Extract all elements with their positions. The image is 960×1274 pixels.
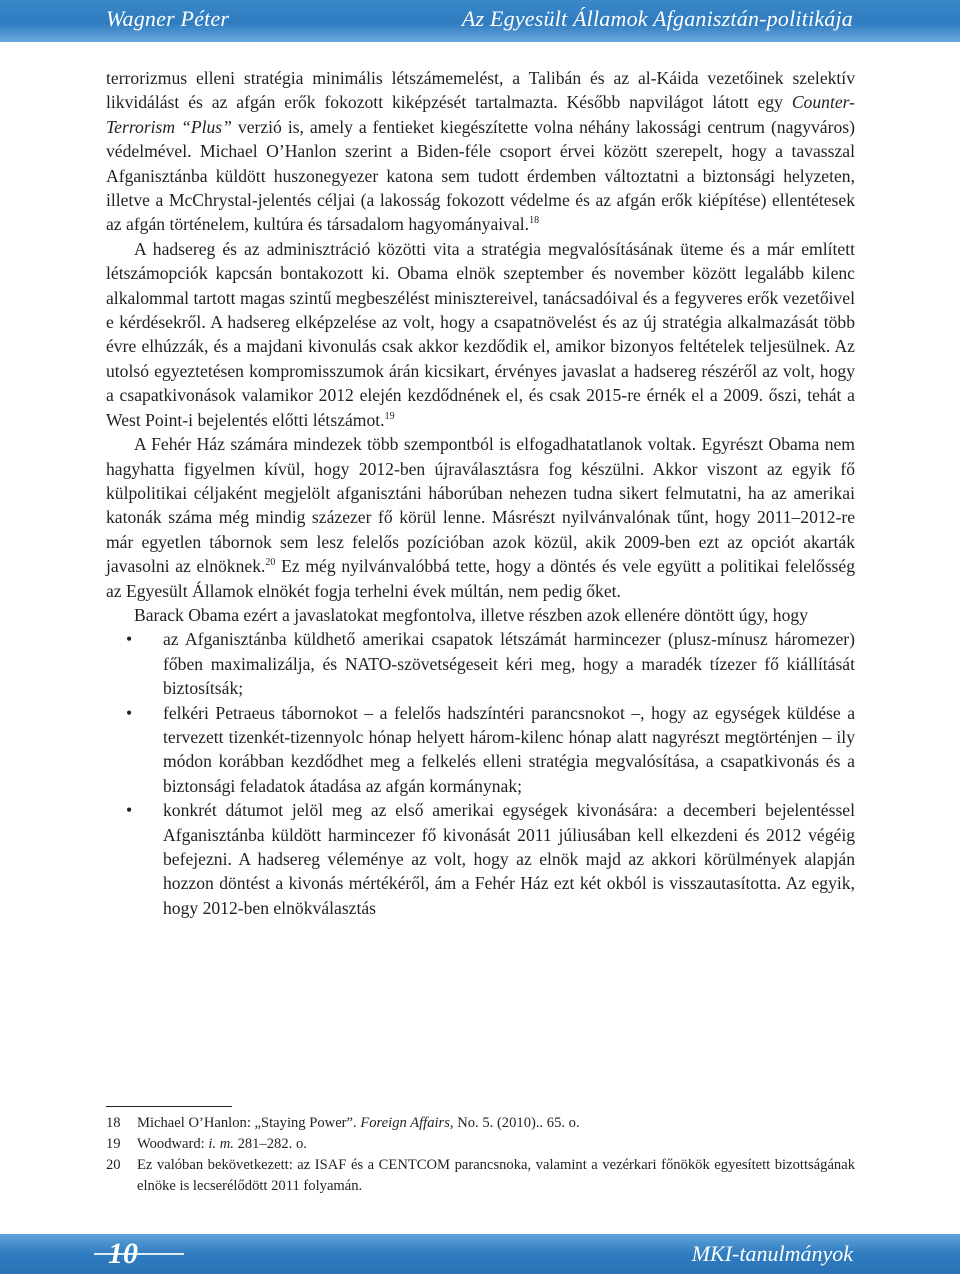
- paragraph-3: [106, 432, 855, 603]
- footnote-number: 20: [106, 1157, 121, 1173]
- footnote-number: 18: [106, 1115, 121, 1131]
- footnote-19: [106, 1134, 855, 1155]
- list-item-text: konkrét dátumot jelöl meg az első amerikai egységek kivonására: a decemberi bejelentéssel Afganisztánba küldött harmincezer fő kivonását 2011 júliusában kell elkezdeni és 2012 végéig befejezni. A hadsereg véleménye az volt, hogy az elnök majd az akkori körülmények alapján hozzon döntést a kivonás mértékéről, ám a Fehér Ház ezt két okból is visszautasította. Az egyik, hogy 2012-ben elnökválasztás: [163, 800, 855, 918]
- paragraph-1-text-a: terrorizmus elleni stratégia minimális létszámemelést, a Talibán és az al-Káida vezetőinek szelektív likvidálást és az afgán erők fokozott kiképzését tartalmazta. Később napvilágot látott egy: [106, 68, 855, 113]
- body-text: [106, 66, 855, 920]
- list-item-text: felkéri Petraeus tábornokot – a felelős hadszíntéri parancsnokot –, hogy az egységek küldése a tervezett tizenkét-tizennyolc hónap helyett három-kilenc hónap alatt nagyrészt megtörténjen – ily módon korábban kezdődhet meg a felkelés elleni stratégia megvalósítása, a csapatkivonás és a biztonsági feladatok átadása az afgán kormánynak;: [163, 702, 855, 796]
- decision-list: [106, 627, 855, 920]
- footnote-text: Michael O’Hanlon: „Staying Power”.: [137, 1115, 361, 1131]
- paragraph-1-text-c: verzió is, amely a fentieket kiegészítette volna néhány lakossági centrum (nagyváros) védelmével. Michael O’Hanlon szerint a Biden-féle csoport érvei között szerepelt, hogy a tavasszal Afganisztánba küldött huszonegyezer katona sem tudott érdemben változtatni a biztonsági helyzeten, illetve a McChrystal-jelentés céljai (a lakosság fokozott védelme és az afgán erők kiépítése) ellentétesek az afgán történelem, kultúra és társadalom hagyományaival.: [106, 116, 855, 235]
- footnotes: [106, 1113, 855, 1197]
- footnote-ref-20[interactable]: 20: [265, 557, 276, 569]
- footnote-text: 281–282. o.: [233, 1136, 307, 1152]
- journal-name: MKI-tanulmányok: [691, 1241, 853, 1266]
- footnote-text: Woodward:: [137, 1136, 209, 1152]
- list-item: [106, 798, 855, 920]
- footnote-text: Ez valóban bekövetkezett: az ISAF és a CENTCOM parancsnoka, valamint a vezérkari főnökök egyesített bizottságának elnöke is lecserélődött 2011 folyamán.: [137, 1157, 855, 1194]
- running-header: [0, 0, 960, 42]
- paragraph-3-text-b: Ez még nyilvánvalóbbá tette, hogy a döntés és vele együtt a politikai felelősség az Egyesült Államok elnökét fogja terhelni évek múltán, nem pedig őket.: [106, 556, 855, 601]
- bullet-icon: •: [126, 702, 133, 723]
- bullet-icon: •: [126, 629, 133, 650]
- paragraph-2-text: A hadsereg és az adminisztráció közötti vita a stratégia megvalósításának üteme és a már említett létszámopciók kapcsán bontakozott ki. Obama elnök szeptember és november között legalább kilenc alkalommal tartott magas szintű megbeszélést minisztereivel, tanácsadóival és a fegyveres erők vezetőivel e kérdésekről. A hadsereg elképzelése az volt, hogy a csapatnövelést és az új stratégia alkalmazását több évre elhúzzák, és a majdani kivonulás csak akkor kezdődik el, amikor bizonyos feltételek teljesülnek. Az utolsó egyeztetésen kompromisszumok árán kicsikart, érvényes javaslat a hadsereg részéről az volt, hogy a csapatkivonások valamikor 2012 elején kezdődnének el, és csak 2015-re érnék el a 2009. őszi, tehát a West Point-i bejelentés előtti létszámot.: [106, 238, 855, 430]
- paragraph-2: [106, 237, 855, 432]
- footnote-italic: i. m.: [208, 1136, 234, 1152]
- header-author: Wagner Péter: [106, 6, 230, 31]
- footnote-number: 19: [106, 1136, 121, 1152]
- list-item: [106, 701, 855, 799]
- bullet-icon: •: [126, 800, 133, 821]
- paragraph-3-text-a: A Fehér Ház számára mindezek több szempontból is elfogadhatatlanok voltak. Egyrészt Obama nem hagyhatta figyelmen kívül, hogy 2012-ben újraválasztásra fog készülni. Akkor viszont az egyik fő külpolitikai céljaként megjelölt afganisztáni háborúban nehezen tudna sikert felmutatni, ha az amerikai katonák száma még mindig százezer fő körül lenne. Másrészt nyilvánvalónak tűnt, hogy 2011–2012-re már egyetlen tábornok sem lesz felelős pozícióban azok közül, akik 2009-ben ezt az opciót akarták javasolni az elnöknek.: [106, 434, 855, 577]
- paragraph-4: Barack Obama ezért a javaslatokat megfontolva, illetve részben azok ellenére döntött úgy, hogy: [134, 604, 808, 625]
- running-footer: [0, 1234, 960, 1274]
- list-item-text: az Afganisztánba küldhető amerikai csapatok létszámát harmincezer (plusz-mínusz háromezer) főben maximalizálja, és NATO-szövetségeseit kéri meg, hogy a maradék tízezer fő kiállítását biztosítsák;: [163, 629, 855, 699]
- footnote-20: [106, 1155, 855, 1197]
- footnote-ref-19[interactable]: 19: [384, 410, 395, 422]
- paragraph-1: [106, 66, 855, 237]
- footnote-italic: Foreign Affairs,: [360, 1115, 454, 1131]
- footnote-text: No. 5. (2010).. 65. o.: [453, 1115, 580, 1131]
- list-item: [106, 627, 855, 700]
- footnote-18: [106, 1113, 855, 1134]
- footnote-divider: [106, 1106, 232, 1107]
- page-number: 10: [108, 1237, 138, 1270]
- paragraph-1-italic: Counter-Terrorism “Plus”: [106, 92, 855, 137]
- header-title: Az Egyesült Államok Afganisztán-politikája: [461, 6, 853, 31]
- footnote-ref-18[interactable]: 18: [529, 215, 540, 227]
